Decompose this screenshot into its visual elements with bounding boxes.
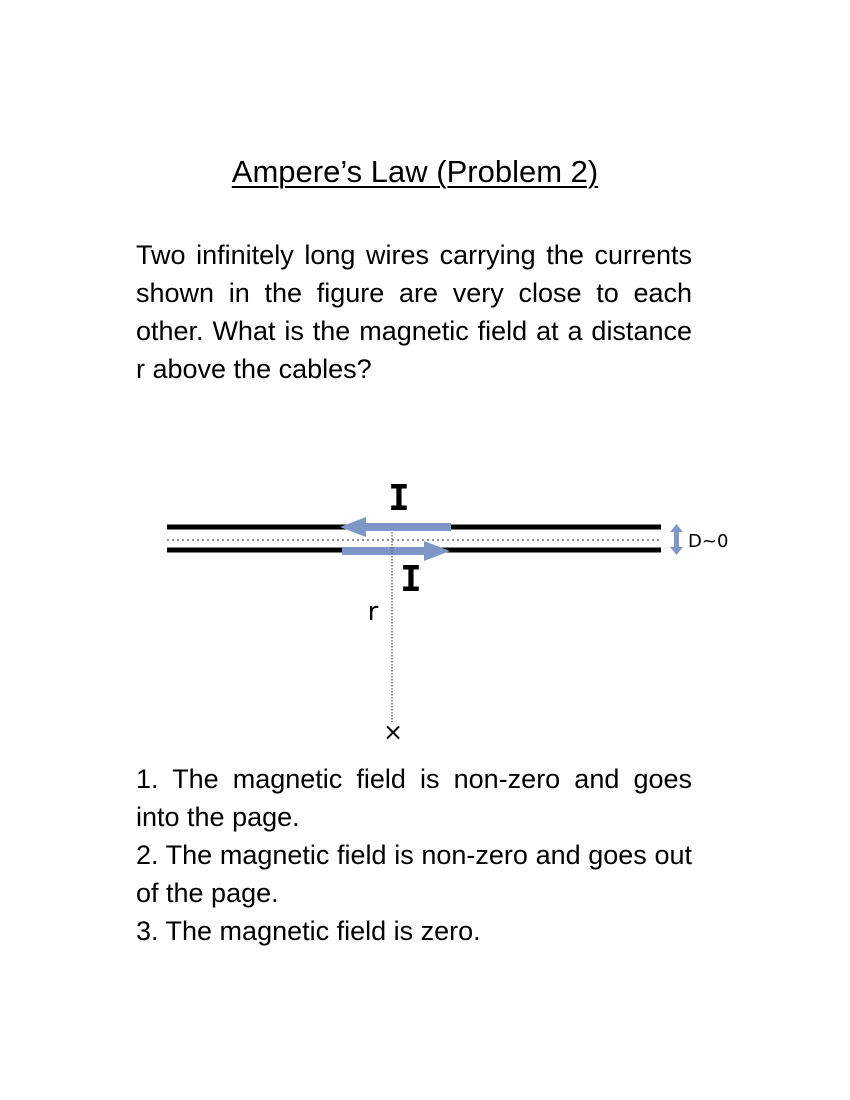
option-1[interactable]: 1. The magnetic field is non-zero and goes into the page. <box>136 764 692 832</box>
top-current-arrow <box>340 517 451 537</box>
separation-double-arrow <box>670 524 683 555</box>
point-marker: × <box>382 718 404 746</box>
page-title: Ampere’s Law (Problem 2) <box>231 154 599 189</box>
option-2[interactable]: 2. The magnetic field is non-zero and goes out of the page. <box>136 840 692 908</box>
answer-options <box>136 760 692 950</box>
bottom-current-label: I <box>400 559 422 600</box>
option-3[interactable]: 3. The magnetic field is zero. <box>136 916 481 946</box>
top-current-label: I <box>388 478 410 519</box>
separation-label: D~0 <box>688 531 729 552</box>
question-text: Two infinitely long wires carrying the currents shown in the figure are very close to each other. What is the magnetic field at a distance r above the cables? <box>136 240 692 384</box>
distance-label: r <box>367 597 379 627</box>
wires-figure <box>0 460 850 760</box>
bottom-current-arrow <box>342 541 450 561</box>
